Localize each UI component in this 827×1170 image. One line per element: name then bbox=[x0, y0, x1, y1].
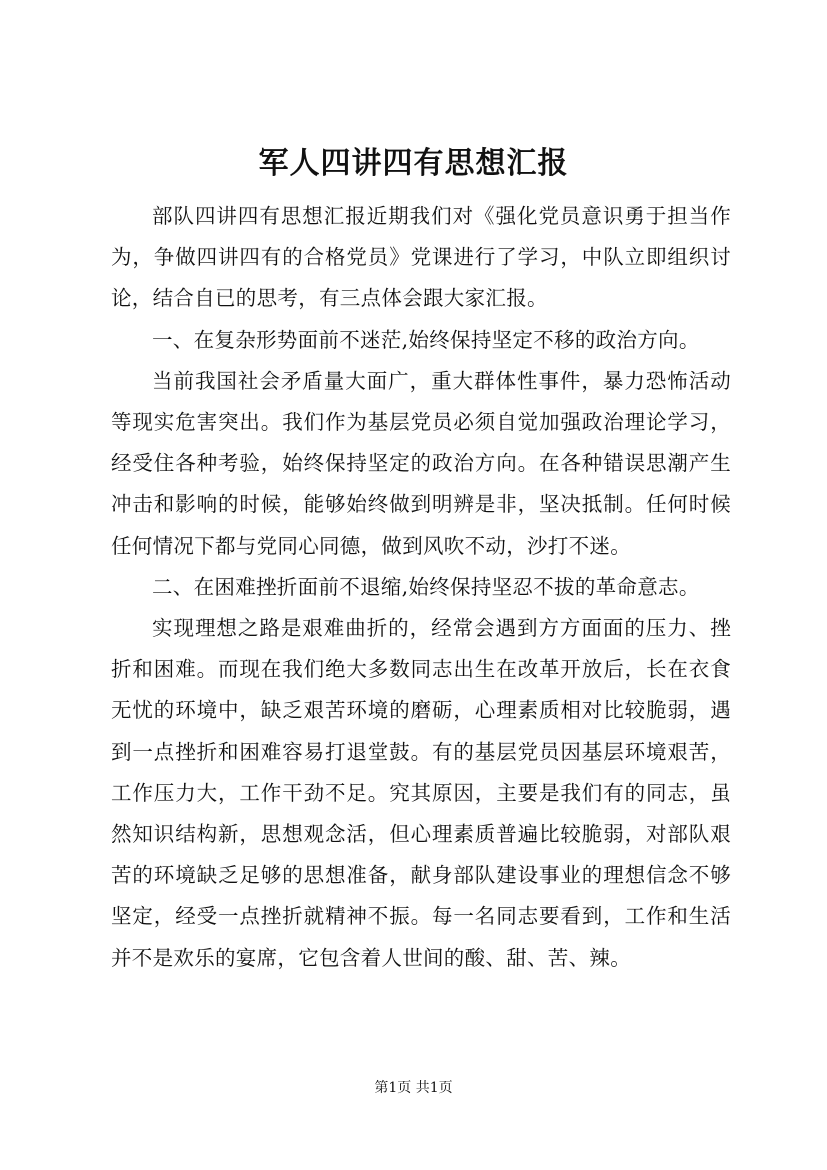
document-body bbox=[111, 196, 731, 979]
document-title: 军人四讲四有思想汇报 bbox=[258, 146, 569, 181]
paragraph-heading-two: 二、在困难挫折面前不退缩,始终保持坚忍不拔的革命意志。 bbox=[152, 574, 700, 599]
paragraph-heading-one: 一、在复杂形势面前不迷茫,始终保持坚定不移的政治方向。 bbox=[152, 327, 700, 352]
paragraph-body-two: 实现理想之路是艰难曲折的，经常会遇到方方面面的压力、挫折和困难。而现在我们绝大多数同志出生在改革开放后，长在衣食无忧的环境中，缺乏艰苦环境的磨砺，心理素质相对比较脆弱，遇到一点挫折和困难容易打退堂鼓。有的基层党员因基层环境艰苦，工作压力大，工作干劲不足。究其原因，主要是我们有的同志，虽然知识结构新，思想观念活，但心理素质普遍比较脆弱，对部队艰苦的环境缺乏足够的思想准备，献身部队建设事业的理想信念不够坚定，经受一点挫折就精神不振。每一名同志要看到，工作和生活并不是欢乐的宴席，它包含着人世间的酸、甜、苦、辣。 bbox=[111, 616, 731, 970]
page-footer: 第1页 共1页 bbox=[374, 1080, 453, 1096]
paragraph-intro: 部队四讲四有思想汇报近期我们对《强化党员意识勇于担当作为，争做四讲四有的合格党员》党课进行了学习，中队立即组织讨论，结合自已的思考，有三点体会跟大家汇报。 bbox=[111, 204, 731, 311]
paragraph-body-one: 当前我国社会矛盾量大面广，重大群体性事件，暴力恐怖活动等现实危害突出。我们作为基层党员必须自觉加强政治理论学习，经受住各种考验，始终保持坚定的政治方向。在各种错误思潮产生冲击和影响的时候，能够始终做到明辨是非，坚决抵制。任何时候任何情况下都与党同心同德，做到风吹不动，沙打不迷。 bbox=[111, 368, 731, 558]
